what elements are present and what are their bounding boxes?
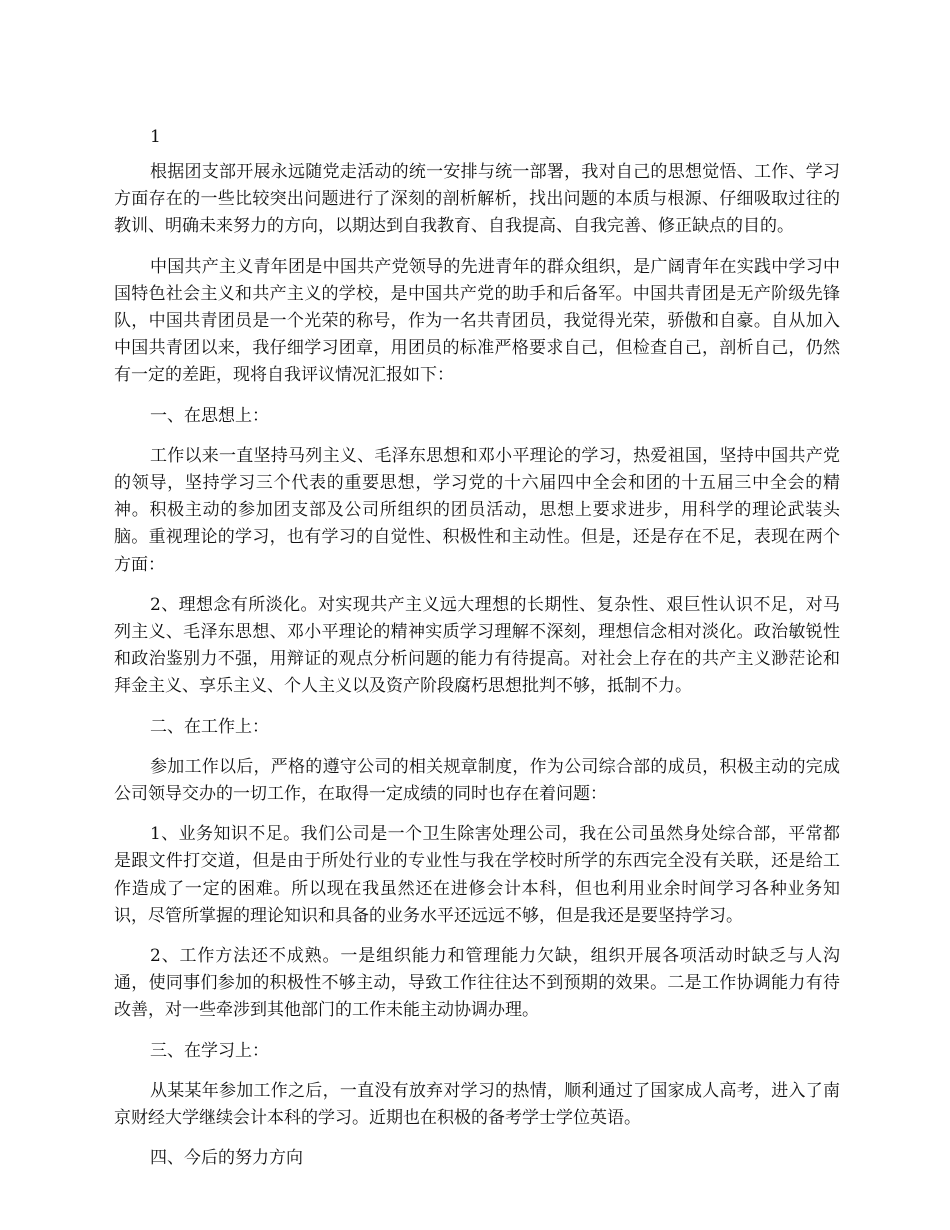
work-paragraph: 参加工作以后，严格的遵守公司的相关规章制度，作为公司综合部的成员，积极主动的完成公司领导交办的一切工作，在取得一定成绩的同时也存在着问题： xyxy=(114,756,840,805)
league-description-paragraph: 中国共产主义青年团是中国共产党领导的先进青年的群众组织，是广阔青年在实践中学习中国特色社会主义和共产主义的学校，是中国共产党的助手和后备军。中国共青团是无产阶级先锋队，中国共青团员是一个光荣的称号，作为一名共青团员，我觉得光荣，骄傲和自豪。自从加入中国共青团以来，我仔细学习团章，用团员的标准严格要求自己，但检查自己，剖析自己，仍然有一定的差距，现将自我评议情况汇报如下： xyxy=(114,256,840,386)
section-heading-work: 二、在工作上： xyxy=(150,716,269,737)
work-method-paragraph: 2、工作方法还不成熟。一是组织能力和管理能力欠缺，组织开展各项活动时缺乏与人沟通，使同事们参加的积极性不够主动，导致工作往往达不到预期的效果。二是工作协调能力有待改善，对一些牵涉到其他部门的工作未能主动协调办理。 xyxy=(114,946,840,1021)
document-page xyxy=(114,124,840,1186)
ideal-paragraph: 2、理想念有所淡化。对实现共产主义远大理想的长期性、复杂性、艰巨性认识不足，对马列主义、毛泽东思想、邓小平理论的精神实质学习理解不深刻，理想信念相对淡化。政治敏锐性和政治鉴别力不强，用辩证的观点分析问题的能力有待提高。对社会上存在的共产主义渺茫论和拜金主义、享乐主义、个人主义以及资产阶段腐朽思想批判不够，抵制不力。 xyxy=(114,594,840,697)
section-heading-study: 三、在学习上： xyxy=(150,1040,269,1061)
thought-paragraph: 工作以来一直坚持马列主义、毛泽东思想和邓小平理论的学习，热爱祖国，坚持中国共产党的领导，坚持学习三个代表的重要思想，学习党的十六届四中全会和团的十五届三中全会的精神。积极主动的参加团支部及公司所组织的团员活动，思想上要求进步，用科学的理论武装头脑。重视理论的学习，也有学习的自觉性、积极性和主动性。但是，还是存在不足，表现在两个方面： xyxy=(114,445,840,575)
section-heading-thought: 一、在思想上： xyxy=(150,405,269,426)
intro-paragraph: 根据团支部开展永远随党走活动的统一安排与统一部署，我对自己的思想觉悟、工作、学习方面存在的一些比较突出问题进行了深刻的剖析解析，找出问题的本质与根源、仔细吸取过往的教训、明确未来努力的方向，以期达到自我教育、自我提高、自我完善、修正缺点的目的。 xyxy=(114,162,840,237)
section-heading-future: 四、今后的努力方向 xyxy=(150,1148,303,1169)
study-paragraph: 从某某年参加工作之后，一直没有放弃对学习的热情，顺利通过了国家成人高考，进入了南京财经大学继续会计本科的学习。近期也在积极的备考学士学位英语。 xyxy=(114,1080,840,1129)
page-number: 1 xyxy=(150,127,161,147)
business-knowledge-paragraph: 1、业务知识不足。我们公司是一个卫生除害处理公司，我在公司虽然身处综合部，平常都是跟文件打交道，但是由于所处行业的专业性与我在学校时所学的东西完全没有关联，还是给工作造成了一定的困难。所以现在我虽然还在进修会计本科，但也利用业余时间学习各种业务知识，尽管所掌握的理论知识和具备的业务水平还远远不够，但是我还是要坚持学习。 xyxy=(114,824,840,926)
